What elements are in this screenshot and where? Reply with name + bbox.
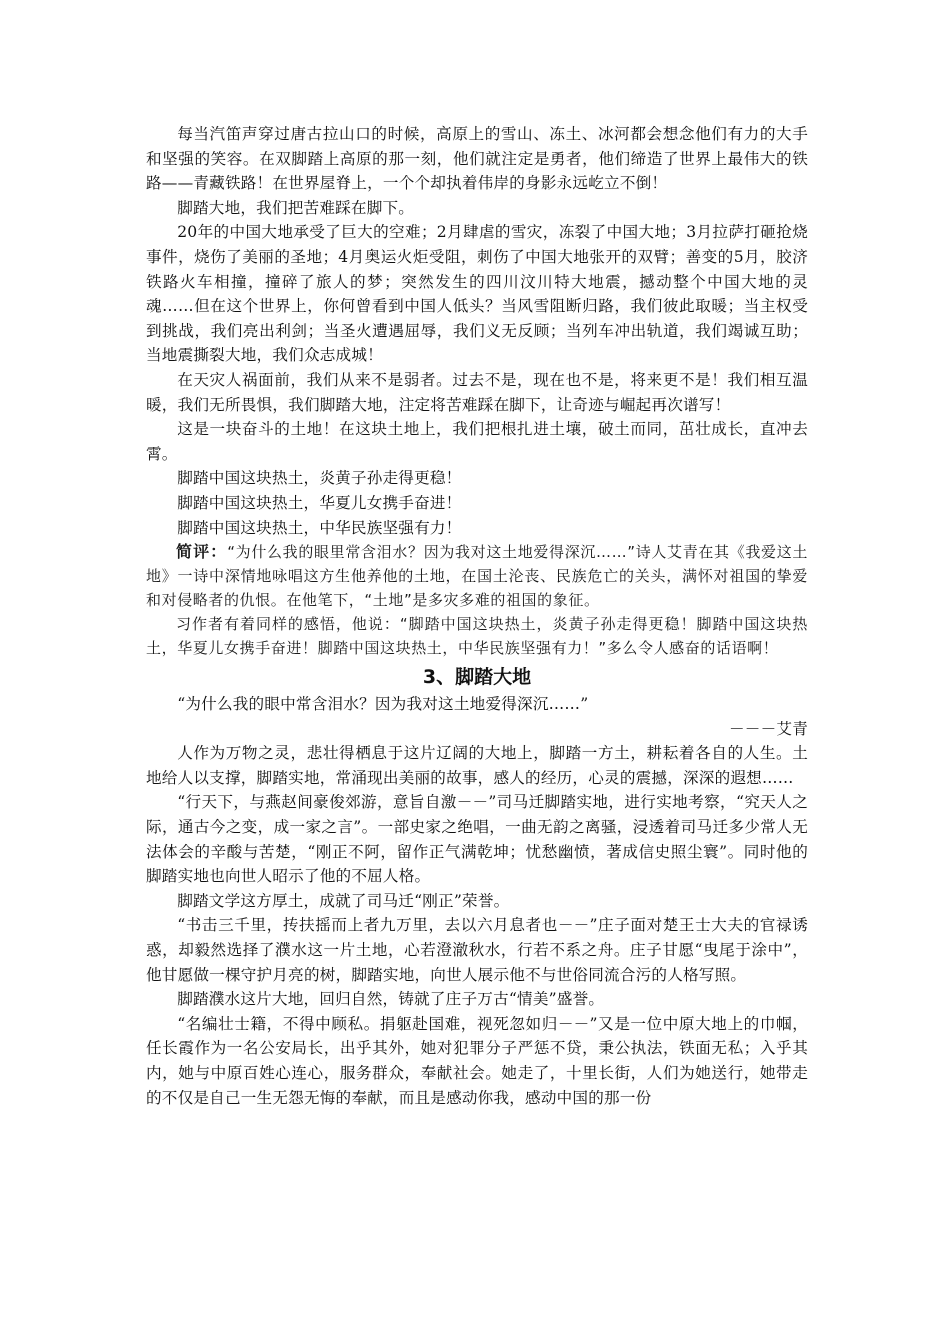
paragraph: 脚踏文学这方厚土，成就了司马迁“刚正”荣誉。 <box>177 891 510 910</box>
critique-label: 简评： <box>176 542 228 562</box>
paragraph: 脚踏中国这块热土，炎黄子孙走得更稳！ <box>177 469 462 488</box>
paragraph: 人作为万物之灵，悲壮得栖息于这片辽阔的大地上，脚踏一方土，耕耘着各自的人生。土地给人以支撑，脚踏实地，常涌现出美丽的故事，感人的经历，心灵的震撼，深深的遐想…… <box>146 744 808 787</box>
paragraph: “行天下，与燕赵间豪俊郊游，意旨自激－－”司马迁脚踏实地，进行实地考察，“究天人之际，通古今之变，成一家之言”。一部史家之绝唱，一曲无韵之离骚，浸透着司马迁多少常人无法体会的辛酸与苦楚，“刚正不阿，留作正气满乾坤；忧愁幽愤，著成信史照尘寰”。同时他的脚踏实地也向世人昭示了他的不屈人格。 <box>146 793 808 886</box>
paragraph: 脚踏大地，我们把苦难踩在脚下。 <box>177 198 415 217</box>
paragraph: 脚踏中国这块热土，中华民族坚强有力！ <box>177 518 462 537</box>
critique-paragraph-2: 习作者有着同样的感悟，他说：“脚踏中国这块热土，炎黄子孙走得更稳！脚踏中国这块热土，华夏儿女携手奋进！脚踏中国这块热土，中华民族坚强有力！”多么令人感奋的话语啊！ <box>146 615 808 658</box>
critique-paragraph <box>146 540 808 612</box>
epigraph: “为什么我的眼中常含泪水？因为我对这土地爱得深沉……” <box>177 695 589 714</box>
paragraph: 20年的中国大地承受了巨大的空难；2月肆虐的雪灾，冻裂了中国大地；3月拉萨打砸抢烧事件，烧伤了美丽的圣地；4月奥运火炬受阻，刺伤了中国大地张开的双臂；善变的5月，胶济铁路火车相撞，撞碎了旅人的梦；突然发生的四川汶川特大地震，撼动整个中国大地的灵魂……但在这个世界上，你何曾看到中国人低头？当风雪阻断归路，我们彼此取暖；当主权受到挑战，我们亮出利剑；当圣火遭遇屈辱，我们义无反顾；当列车冲出轨道，我们竭诚互助；当地震撕裂大地，我们众志成城！ <box>146 223 808 365</box>
paragraph: “名编壮士籍，不得中顾私。捐躯赴国难，视死忽如归－－”又是一位中原大地上的巾帼，任长霞作为一名公安局长，出乎其外，她对犯罪分子严惩不贷，秉公执法，铁面无私；入乎其内，她与中原百姓心连心，服务群众，奉献社会。她走了，十里长街，人们为她送行，她带走的不仅是自己一生无怨无悔的奉献，而且是感动你我，感动中国的那一份 <box>146 1014 808 1107</box>
section-title: 3、脚踏大地 <box>422 666 532 689</box>
critique-text: “为什么我的眼里常含泪水？因为我对这土地爱得深沉……”诗人艾青在其《我爱这土地》一诗中深情地咏唱这方生他养他的土地，在国土沦丧、民族危亡的关头，满怀对祖国的挚爱和对侵略者的仇恨。在他笔下，“土地”是多灾多难的祖国的象征。 <box>146 543 808 610</box>
paragraph: 在天灾人祸面前，我们从来不是弱者。过去不是，现在也不是，将来更不是！我们相互温暖，我们无所畏惧，我们脚踏大地，注定将苦难踩在脚下，让奇迹与崛起再次谱写！ <box>146 370 808 414</box>
paragraph: 这是一块奋斗的土地！在这块土地上，我们把根扎进土壤，破土而同，茁壮成长，直冲去霄。 <box>146 420 808 463</box>
paragraph: 脚踏濮水这片大地，回归自然，铸就了庄子万古“情美”盛誉。 <box>177 990 605 1009</box>
paragraph: 脚踏中国这块热土，华夏儿女携手奋进！ <box>177 493 462 512</box>
document-page <box>146 122 808 1110</box>
epigraph-attribution: －－－艾青 <box>729 719 808 738</box>
paragraph: “书击三千里，抟扶摇而上者九万里，去以六月息者也－－”庄子面对楚王士大夫的官禄诱惑，却毅然选择了濮水这一片土地，心若澄澈秋水，行若不系之舟。庄子甘愿“曳尾于涂中”，他甘愿做一棵守护月亮的树，脚踏实地，向世人展示他不与世俗同流合污的人格写照。 <box>146 916 808 984</box>
paragraph: 每当汽笛声穿过唐古拉山口的时候，高原上的雪山、冻土、冰河都会想念他们有力的大手和坚强的笑容。在双脚踏上高原的那一刻，他们就注定是勇者，他们缔造了世界上最伟大的铁路——青藏铁路！在世界屋脊上，一个个却执着伟岸的身影永远屹立不倒！ <box>146 125 808 193</box>
